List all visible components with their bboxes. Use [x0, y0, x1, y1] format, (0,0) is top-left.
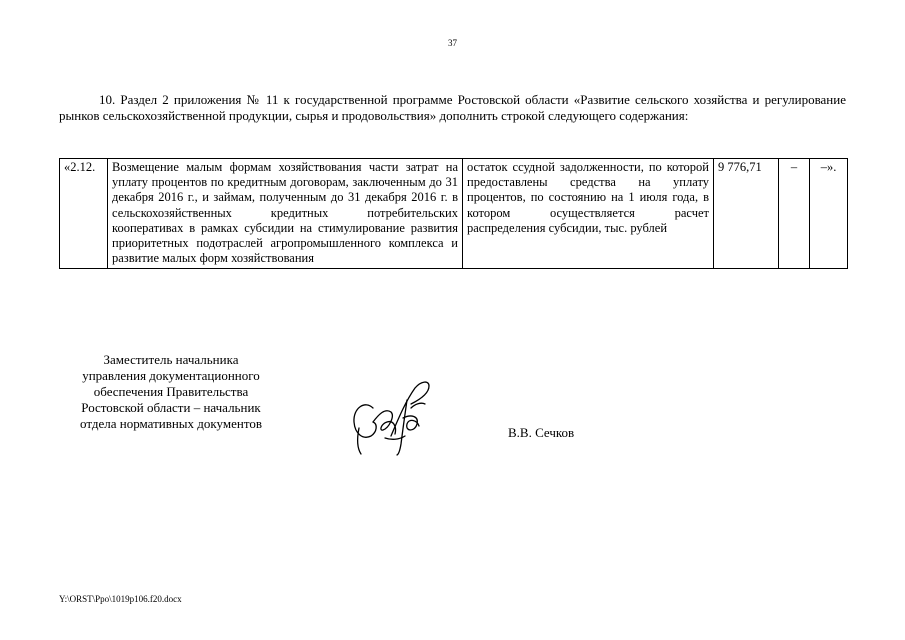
- table-row: [60, 159, 848, 269]
- intro-paragraph: 10. Раздел 2 приложения № 11 к государственной программе Ростовской области «Развитие сельского хозяйства и регулирование рынков сельскохозяйственной продукции, сырья и продовольствия» дополнить строкой следующего содержания:: [59, 92, 846, 123]
- handwritten-signature: [345, 378, 440, 456]
- signatory-position-line: отдела нормативных документов: [80, 416, 262, 431]
- signatory-position-line: Заместитель начальника: [103, 352, 239, 367]
- signatory-position: [40, 352, 302, 432]
- signatory-position-line: управления документационного: [82, 368, 260, 383]
- row-number-cell: «2.12.: [60, 159, 108, 269]
- row-description-cell: Возмещение малым формам хозяйствования части затрат на уплату процентов по кредитным договорам, заключенным до 31 декабря 2016 г., и займам, полученным до 31 декабря 2016 г. в сельскохозяйственных кредитных потребительских кооперативах в рамках субсидии на стимулирование развития приоритетных подотраслей агропромышленного комплекса и развитие малых форм хозяйствования: [108, 159, 463, 269]
- signatory-position-line: Ростовской области – начальник: [81, 400, 261, 415]
- amendment-table: [59, 158, 848, 269]
- row-closing-cell: –».: [810, 159, 848, 269]
- page-number: 37: [448, 38, 457, 48]
- signatory-name: В.В. Сечков: [508, 425, 575, 440]
- row-basis-cell: остаток ссудной задолженности, по которой предоставлены средства на уплату процентов, по состоянию на 1 июля года, в котором осуществляется расчет распределения субсидии, тыс. рублей: [463, 159, 714, 269]
- row-amount-cell: 9 776,71: [714, 159, 779, 269]
- row-dash-cell: –: [779, 159, 810, 269]
- file-path-footer: Y:\ORST\Ppo\1019p106.f20.docx: [59, 594, 182, 604]
- signatory-position-line: обеспечения Правительства: [93, 384, 249, 399]
